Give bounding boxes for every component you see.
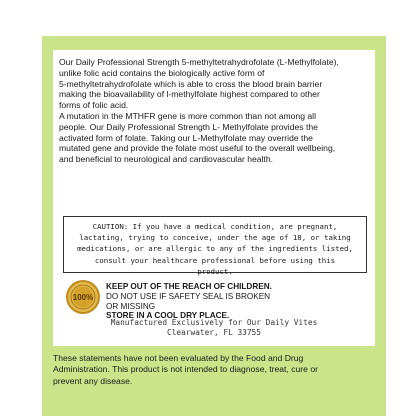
fda-disclaimer: These statements have not been evaluated by the Food and Drug Administration. This product is not intended to diagnose, treat, cure or prevent any disease. (53, 353, 318, 386)
manufacturer-info (53, 318, 375, 339)
seal-warning-line-1: DO NOT USE IF SAFETY SEAL IS BROKEN (106, 291, 271, 301)
manufacturer-line-2: Clearwater, FL 33755 (167, 328, 261, 338)
description-paragraph-2: A mutation in the MTHFR gene is more common than not among all people. Our Daily Professional Strength L- Methylfolate provides the activated form of folate. Taking our L-Methylfolate may override the mutated gene and provide the folate most useful to the overall wellbeing, and beneficial to neurological and cardiovascular health. (59, 110, 336, 165)
storage-warning: STORE IN A COOL DRY PLACE. (106, 311, 230, 321)
supplement-label (42, 36, 386, 416)
info-panel (53, 50, 375, 346)
description-paragraph-1: Our Daily Professional Strength 5-methyltetrahydrofolate (L-Methylfolate), unlike folic acid contains the biologically active form of 5-methyltetrahydrofolate which is able to cross the blood brain barrier making the bioavailability of l-methylfolate highest compared to other forms of folic acid. (59, 57, 339, 111)
children-warning: KEEP OUT OF THE REACH OF CHILDREN. (106, 282, 272, 291)
seal-warning-line-2: OR MISSING (106, 301, 156, 311)
product-description (59, 57, 371, 165)
guarantee-seal-icon (65, 279, 101, 315)
warnings-block (106, 282, 366, 321)
manufacturer-line-1: Manufactured Exclusively for Our Daily Vites (110, 318, 318, 327)
seal-text: 100% (72, 293, 94, 302)
caution-box: CAUTION: If you have a medical condition, are pregnant, lactating, trying to conceive, under the age of 18, or taking medications, or are allergic to any of the ingredients listed, consult your healthcare professional before using this product. (63, 216, 367, 273)
